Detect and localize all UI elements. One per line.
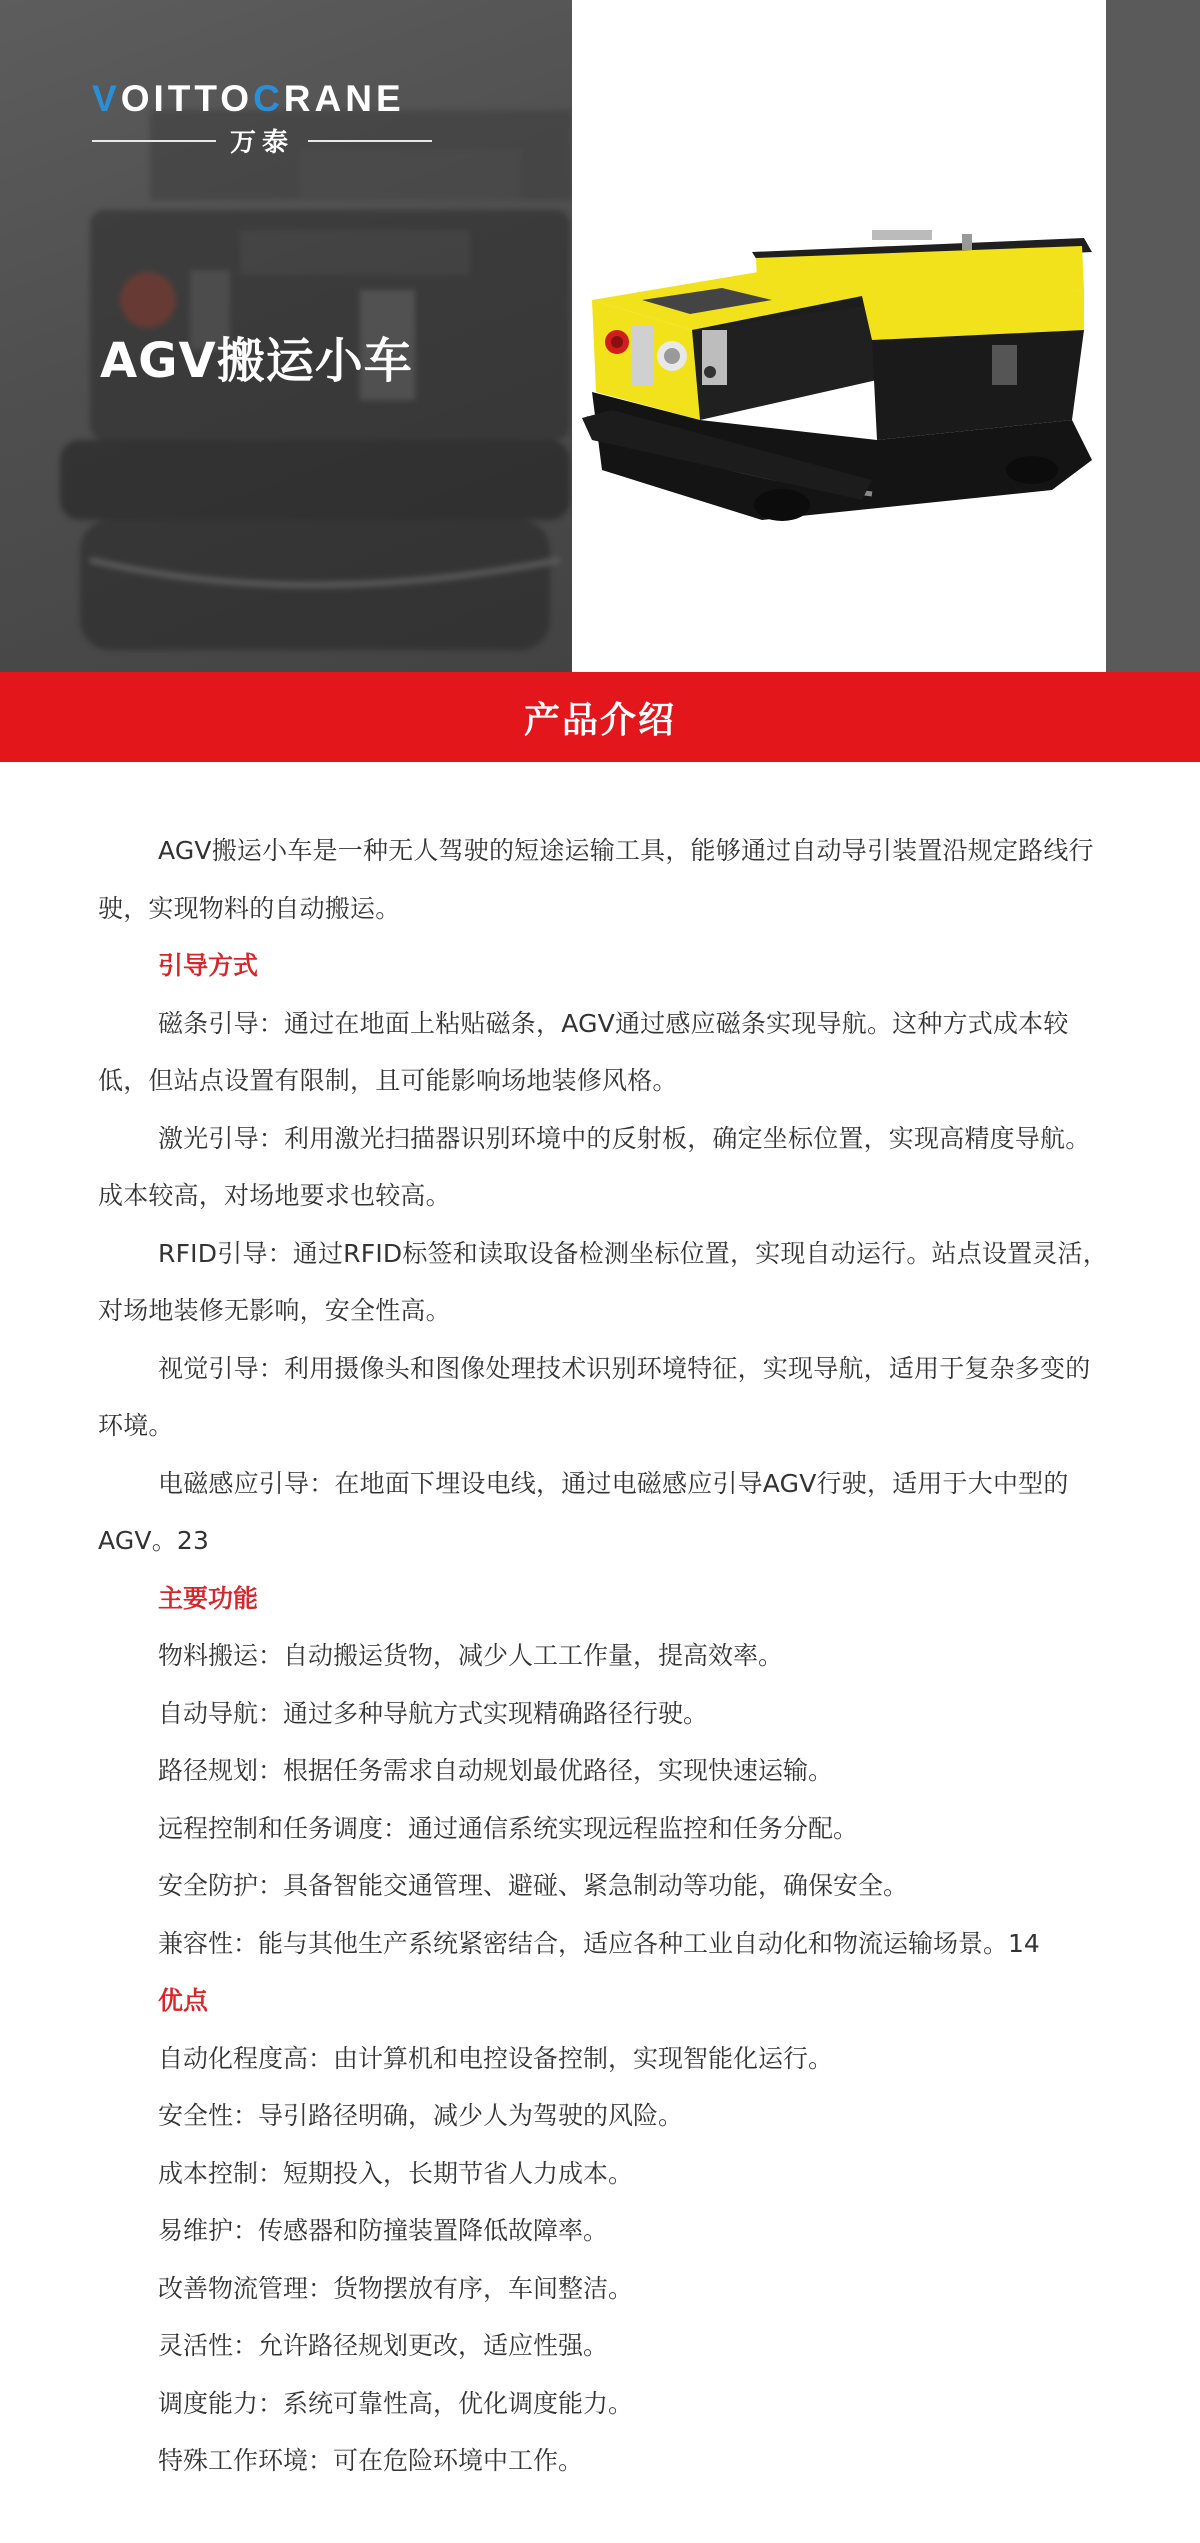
logo-subline: [92, 122, 432, 159]
logo-divider-left: [92, 140, 216, 142]
advantage-item: 特殊工作环境：可在危险环境中工作。: [158, 2446, 584, 2475]
guide-heading: 引导方式: [158, 951, 259, 980]
banner-title: 产品介绍: [523, 699, 676, 741]
function-item: 兼容性：能与其他生产系统紧密结合，适应各种工业自动化和物流运输场景。14: [158, 1928, 1040, 1958]
guide-paragraph: 电磁感应引导：在地面下埋设电线，通过电磁感应引导AGV行驶，适用于大中型的AGV。23: [98, 1468, 1069, 1555]
advantage-item: 调度能力：系统可靠性高，优化调度能力。: [158, 2388, 634, 2418]
product-photo-panel: [572, 0, 1106, 672]
agv-vehicle-image: [572, 0, 1106, 672]
logo-letter-v: V: [92, 78, 121, 119]
advantage-item: 安全性：导引路径明确，减少人为驾驶的风险。: [158, 2101, 684, 2130]
guide-paragraph: 激光引导：利用激光扫描器识别环境中的反射板，确定坐标位置，实现高精度导航。成本较高，对场地要求也较高。: [98, 1123, 1091, 1210]
hero-section: [0, 0, 1200, 672]
advantage-item: 易维护：传感器和防撞装置降低故障率。: [158, 2216, 609, 2245]
function-item: 物料搬运：自动搬运货物，减少人工工作量，提高效率。: [158, 1641, 784, 1670]
function-item: 路径规划：根据任务需求自动规划最优路径，实现快速运输。: [158, 1756, 834, 1785]
guide-paragraph: RFID引导：通过RFID标签和读取设备检测坐标位置，实现自动运行。站点设置灵活，对场地装修无影响，安全性高。: [98, 1238, 1108, 1325]
logo-letter-c: C: [253, 78, 284, 119]
functions-heading: 主要功能: [158, 1583, 259, 1613]
brand-logo: [92, 78, 432, 159]
logo-chinese-name: 万泰: [230, 128, 295, 158]
advantages-heading: 优点: [158, 1986, 209, 2015]
logo-letters-rane: RANE: [283, 78, 405, 119]
advantage-item: 成本控制：短期投入，长期节省人力成本。: [158, 2158, 634, 2188]
section-banner: [0, 672, 1200, 762]
function-item: 自动导航：通过多种导航方式实现精确路径行驶。: [158, 1698, 709, 1728]
logo-divider-right: [308, 140, 432, 142]
hero-title: AGV搬运小车: [100, 333, 413, 389]
product-description: [98, 822, 1108, 2490]
function-item: 远程控制和任务调度：通过通信系统实现远程监控和任务分配。: [158, 1813, 859, 1843]
guide-paragraph: 视觉引导：利用摄像头和图像处理技术识别环境特征，实现导航，适用于复杂多变的环境。: [98, 1353, 1091, 1440]
function-item: 安全防护：具备智能交通管理、避碰、紧急制动等功能，确保安全。: [158, 1871, 909, 1900]
hero-dark-panel: [0, 0, 572, 672]
logo-letters-oitto: OITTO: [120, 78, 254, 119]
logo-wordmark: [92, 78, 432, 120]
advantage-item: 改善物流管理：货物摆放有序，车间整洁。: [158, 2273, 634, 2303]
hero-right-strip: [1106, 0, 1200, 672]
guide-paragraph: 磁条引导：通过在地面上粘贴磁条，AGV通过感应磁条实现导航。这种方式成本较低，但站点设置有限制，且可能影响场地装修风格。: [98, 1008, 1069, 1095]
intro-paragraph: AGV搬运小车是一种无人驾驶的短途运输工具，能够通过自动导引装置沿规定路线行驶，实现物料的自动搬运。: [98, 836, 1094, 923]
advantage-item: 灵活性：允许路径规划更改，适应性强。: [158, 2331, 609, 2360]
advantage-item: 自动化程度高：由计算机和电控设备控制，实现智能化运行。: [158, 2043, 834, 2073]
